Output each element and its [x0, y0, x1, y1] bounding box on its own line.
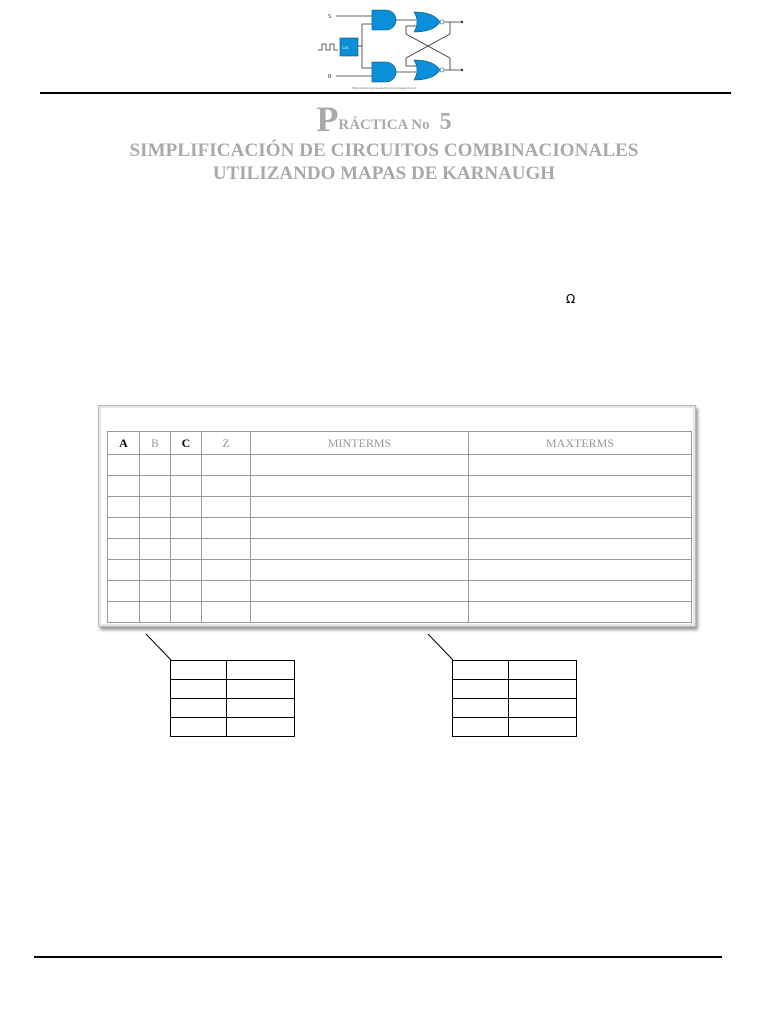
kmap-row: [453, 718, 577, 737]
practice-label: RÁCTICA No: [338, 117, 430, 133]
logo-label-r: R: [328, 74, 332, 80]
table-row: [108, 455, 692, 476]
kmap-cell: [227, 699, 295, 718]
kmap-cell: [171, 718, 227, 737]
table-cell: [251, 581, 469, 602]
header-c: C: [171, 432, 202, 455]
table-cell: [108, 518, 140, 539]
table-cell: [171, 455, 202, 476]
kmap-cell: [227, 680, 295, 699]
table-cell: [202, 518, 251, 539]
table-cell: [108, 455, 140, 476]
kmap-row: [171, 661, 295, 680]
table-cell: [108, 560, 140, 581]
table-cell: [251, 602, 469, 623]
or-gate-top-icon: [414, 12, 440, 32]
practice-initial: P: [316, 99, 339, 139]
kmap-cell: [453, 661, 509, 680]
table-cell: [469, 455, 692, 476]
top-rule: [40, 92, 731, 94]
table-cell: [251, 539, 469, 560]
table-cell: [108, 476, 140, 497]
table-cell: [469, 581, 692, 602]
table-cell: [140, 581, 171, 602]
and-gate-top-icon: [372, 10, 396, 30]
table-cell: [469, 539, 692, 560]
or-gate-bottom-icon: [414, 60, 440, 80]
table-cell: [140, 539, 171, 560]
kmap-row: [453, 680, 577, 699]
table-cell: [202, 560, 251, 581]
header-z: Z: [202, 432, 251, 455]
table-cell: [202, 455, 251, 476]
table-row: [108, 539, 692, 560]
table-cell: [140, 476, 171, 497]
and-gate-bottom-icon: [372, 62, 396, 82]
table-cell: [202, 602, 251, 623]
logo-clock-label: CLK: [342, 46, 349, 50]
practice-number: 5: [439, 109, 452, 135]
truth-table: [107, 431, 692, 623]
table-cell: [140, 518, 171, 539]
table-cell: [469, 497, 692, 518]
table-cell: [251, 560, 469, 581]
kmap-cell: [227, 718, 295, 737]
kmap-cell: [509, 718, 577, 737]
kmap-row: [453, 661, 577, 680]
table-cell: [171, 518, 202, 539]
table-cell: [469, 476, 692, 497]
table-cell: [108, 497, 140, 518]
table-cell: [171, 539, 202, 560]
kmap-cell: [453, 718, 509, 737]
header-minterms: MINTERMS: [251, 432, 469, 455]
practice-heading: [0, 98, 768, 140]
kmap-cell: [171, 699, 227, 718]
kmap-cell: [509, 699, 577, 718]
kmap-cell: [227, 661, 295, 680]
flip-flop-logo: [310, 4, 470, 92]
kmap-cell: [171, 661, 227, 680]
table-cell: [469, 518, 692, 539]
table-cell: [171, 560, 202, 581]
table-cell: [171, 581, 202, 602]
kmap-cell: [509, 661, 577, 680]
kmap-left: [170, 660, 295, 737]
table-cell: [108, 581, 140, 602]
omega-symbol: Ω: [566, 292, 576, 306]
table-row: [108, 581, 692, 602]
logo-label-s: S: [328, 14, 332, 20]
truth-table-frame: [98, 405, 696, 627]
bottom-rule: [34, 956, 722, 958]
kmap-row: [171, 699, 295, 718]
table-cell: [140, 497, 171, 518]
kmap-cell: [453, 680, 509, 699]
kmap-cell: [453, 699, 509, 718]
table-cell: [251, 518, 469, 539]
title-line-2: UTILIZANDO MAPAS DE KARNAUGH: [212, 163, 556, 184]
table-cell: [171, 602, 202, 623]
header-b: B: [140, 432, 171, 455]
table-cell: [251, 497, 469, 518]
table-cell: [251, 476, 469, 497]
table-row: [108, 560, 692, 581]
table-row: [108, 518, 692, 539]
kmap-right: [452, 660, 577, 737]
table-cell: [140, 560, 171, 581]
truth-table-header-row: [108, 432, 692, 455]
table-row: [108, 602, 692, 623]
table-cell: [140, 455, 171, 476]
header-a: A: [108, 432, 140, 455]
table-cell: [108, 539, 140, 560]
kmap-row: [453, 699, 577, 718]
table-cell: [469, 602, 692, 623]
kmap-cell: [171, 680, 227, 699]
truth-table-body: [108, 455, 692, 623]
table-cell: [202, 476, 251, 497]
table-cell: [108, 602, 140, 623]
table-cell: [140, 602, 171, 623]
table-cell: [202, 581, 251, 602]
table-row: [108, 476, 692, 497]
table-cell: [171, 476, 202, 497]
kmap-row: [171, 718, 295, 737]
table-cell: [171, 497, 202, 518]
table-cell: [202, 539, 251, 560]
header-maxterms: MAXTERMS: [469, 432, 692, 455]
kmap-cell: [509, 680, 577, 699]
table-cell: [469, 560, 692, 581]
kmap-row: [171, 680, 295, 699]
logo-url: http://electronica-electronics.blogspot.com: [352, 86, 417, 90]
table-cell: [202, 497, 251, 518]
table-row: [108, 497, 692, 518]
title-line-1: SIMPLIFICACIÓN DE CIRCUITOS COMBINACIONALES: [129, 140, 639, 161]
table-cell: [251, 455, 469, 476]
